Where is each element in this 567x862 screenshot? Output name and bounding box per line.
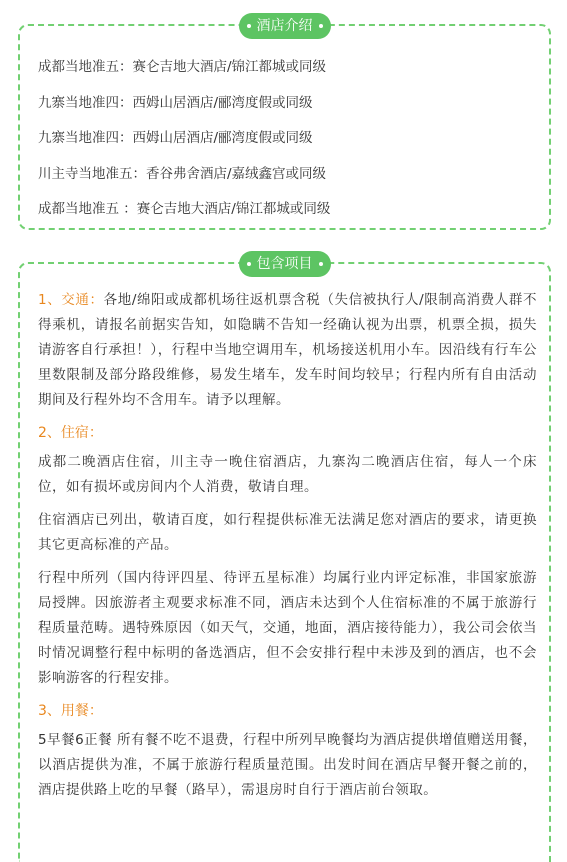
included-items-section — [18, 256, 551, 862]
hotel-intro-title: 酒店介绍 — [239, 13, 331, 39]
included-items-content — [38, 288, 537, 811]
meals-heading: 3、用餐： — [38, 703, 103, 719]
transport-text: 各地/绵阳或成都机场往返机票含税（失信被执行人/限制高消费人群不得乘机，请报名前据实告知，如隐瞒不告知一经确认视为出票，机票全损，损失请游客自行承担！），行程中当地空调用车，机场接送机用小车。因沿线有行车公里数限制及部分路段维修，易发生堵车，发车时间均较早；行程内所有自由活动期间及行程外均不含用车。请予以理解。 — [38, 292, 537, 408]
hotel-intro-section — [18, 18, 551, 230]
lodging-heading: 2、住宿： — [38, 425, 103, 441]
lodging-paragraph: 行程中所列（国内待评四星、待评五星标准）均属行业内评定标准，非国家旅游局授牌。因旅游者主观要求标准不同，酒店未达到个人住宿标准的不属于旅游行程质量范畴。遇特殊原因（如天气，交通，地面，酒店接待能力），我公司会依当时情况调整行程中标明的备选酒店，但不会安排行程中未涉及到的酒店，也不会影响游客的行程安排。 — [38, 570, 537, 686]
meals-paragraph: 5早餐6正餐 所有餐不吃不退费，行程中所列早晚餐均为酒店提供增值赠送用餐，以酒店提供为准，不属于旅游行程质量范围。出发时间在酒店早餐开餐之前的，酒店提供路上吃的早餐（路早），需退房时自行于酒店前台领取。 — [38, 732, 537, 798]
hotel-item: 九寨当地准四：西姆山居酒店/郦湾度假或同级 — [38, 130, 313, 146]
lodging-paragraph: 住宿酒店已列出，敬请百度，如行程提供标准无法满足您对酒店的要求，请更换其它更高标准的产品。 — [38, 512, 537, 553]
hotel-item: 川主寺当地准五：香谷弗舍酒店/嘉绒鑫宫或同级 — [38, 165, 327, 182]
included-items-title: 包含项目 — [239, 251, 331, 277]
transport-paragraph — [38, 288, 537, 413]
hotel-item: 九寨当地准四：西姆山居酒店/郦湾度假或同级 — [38, 94, 313, 111]
transport-heading: 1、交通： — [38, 292, 104, 308]
lodging-paragraph: 成都二晚酒店住宿，川主寺一晚住宿酒店，九寨沟二晚酒店住宿，每人一个床位，如有损坏或房间内个人消费，敬请自理。 — [38, 454, 537, 495]
hotel-list — [38, 50, 537, 228]
hotel-item: 成都当地准五 ：赛仑吉地大酒店/锦江都城或同级 — [38, 201, 331, 217]
hotel-item: 成都当地准五：赛仑吉地大酒店/锦江都城或同级 — [38, 59, 327, 75]
